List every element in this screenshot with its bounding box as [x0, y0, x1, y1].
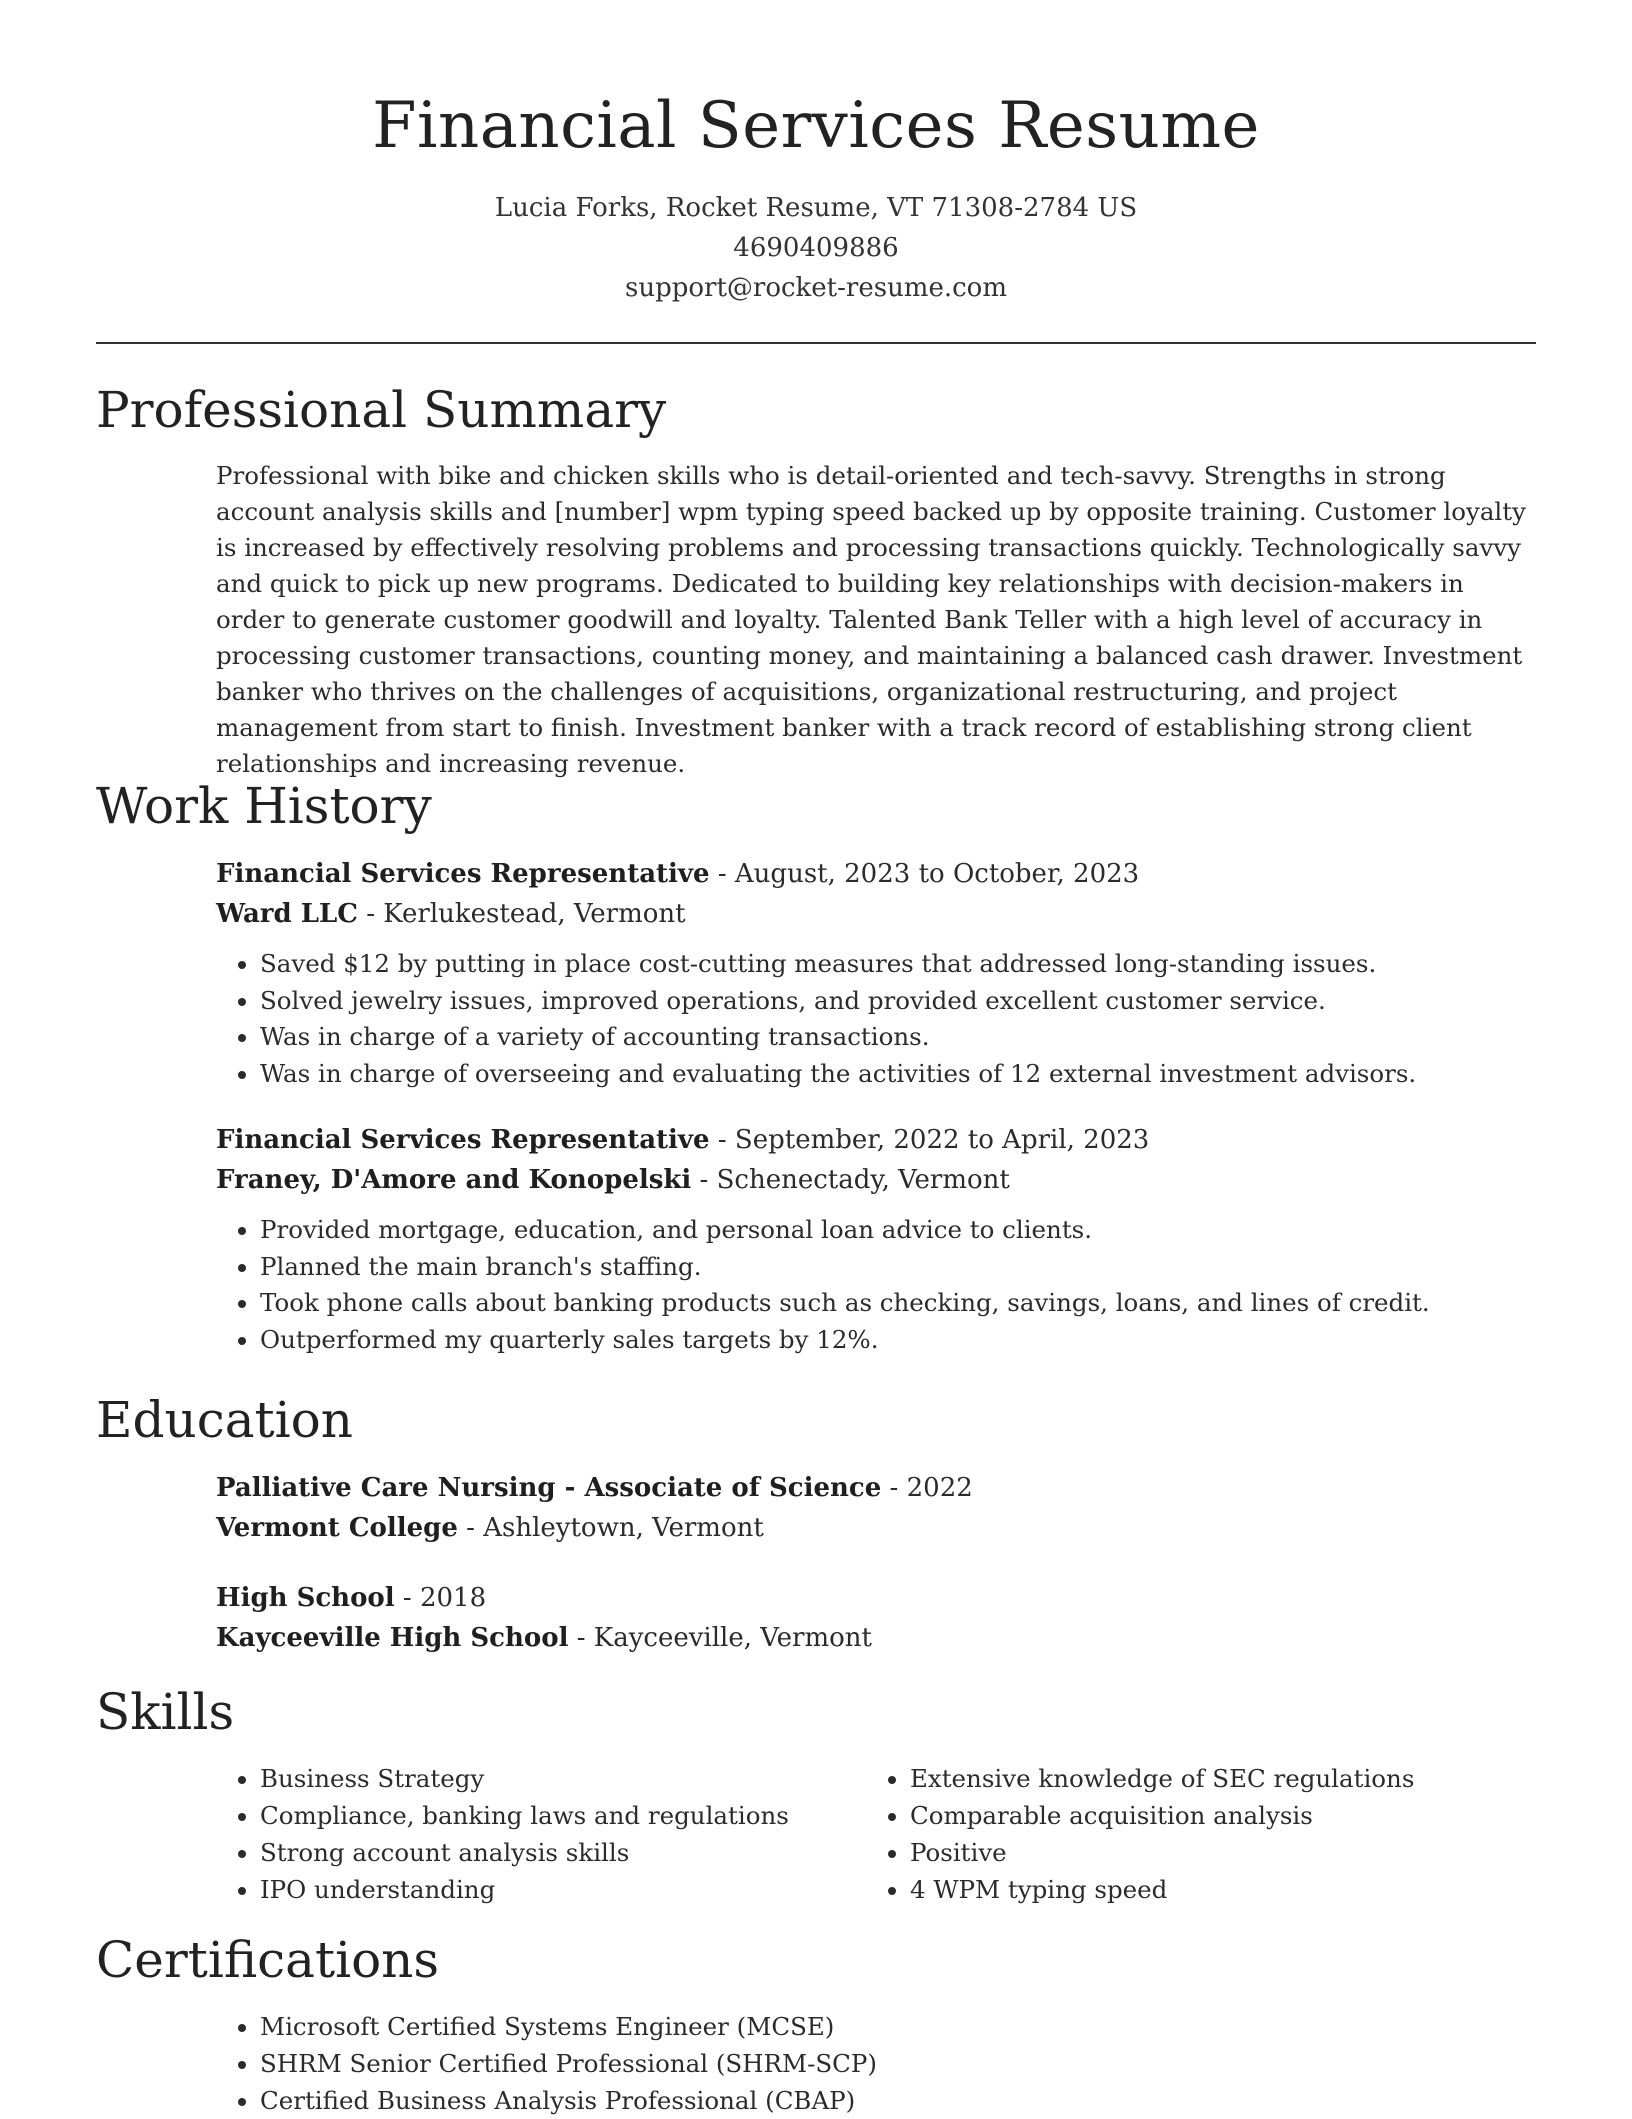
- contact-email: support@rocket-resume.com: [624, 273, 1007, 303]
- job-bullets: [216, 1212, 1536, 1358]
- education-school-line: [216, 1618, 1536, 1658]
- contact-phone: 4690409886: [733, 233, 899, 263]
- contact-address: Lucia Forks, Rocket Resume, VT 71308-2784 US: [494, 193, 1138, 223]
- job-company-line: [216, 894, 1536, 934]
- certification-item: • SHRM Senior Certified Professional (SHRM-SCP): [260, 2045, 1536, 2082]
- skill-item: • IPO understanding: [260, 1871, 866, 1908]
- work-history-section: [216, 854, 1536, 1358]
- education-section: [216, 1468, 1536, 1658]
- skill-item: • Strong account analysis skills: [260, 1834, 866, 1871]
- certifications-column: [216, 2008, 1536, 2119]
- skill-item: • Business Strategy: [260, 1760, 866, 1797]
- education-location: - Kayceeville, Vermont: [568, 1623, 872, 1653]
- education-entry: [216, 1468, 1536, 1548]
- skills-list-right: [866, 1760, 1516, 1908]
- job-location: - Kerlukestead, Vermont: [357, 899, 686, 929]
- summary-heading: Professional Summary: [96, 381, 667, 439]
- certification-item: • Certified Business Analysis Professional (CBAP): [260, 2082, 1536, 2119]
- skill-item: • Positive: [910, 1834, 1516, 1871]
- education-field-line: [216, 1468, 1536, 1508]
- job-company: Ward LLC: [216, 899, 358, 929]
- job-bullet: • Saved $12 by putting in place cost-cutting measures that addressed long-standing issues.: [260, 946, 1536, 983]
- resume-header: [0, 0, 1632, 308]
- job-bullets: [216, 946, 1536, 1092]
- education-field: Palliative Care Nursing - Associate of Science: [216, 1473, 882, 1503]
- education-school: Vermont College: [216, 1513, 458, 1543]
- job-title-line: [216, 854, 1536, 894]
- job-bullet: • Planned the main branch's staffing.: [260, 1249, 1536, 1286]
- certification-item: • Microsoft Certified Systems Engineer (MCSE): [260, 2008, 1536, 2045]
- education-location: - Ashleytown, Vermont: [457, 1513, 764, 1543]
- job-company: Franey, D'Amore and Konopelski: [216, 1165, 692, 1195]
- skills-section: [216, 1760, 1536, 1908]
- job-entry: [216, 854, 1536, 1092]
- education-entry: [216, 1578, 1536, 1658]
- job-bullet: • Was in charge of overseeing and evaluating the activities of 12 external investment advisors.: [260, 1056, 1536, 1093]
- education-year: - 2022: [881, 1473, 973, 1503]
- education-field-line: [216, 1578, 1536, 1618]
- skill-item: • 4 WPM typing speed: [910, 1871, 1516, 1908]
- education-heading: Education: [96, 1391, 353, 1449]
- skills-heading: Skills: [96, 1683, 235, 1741]
- job-title: Financial Services Representative: [216, 1125, 710, 1155]
- contact-block: [0, 188, 1632, 308]
- certifications-list: [216, 2008, 1536, 2119]
- header-divider: [96, 342, 1536, 344]
- summary-section: [216, 458, 1536, 782]
- job-bullet: • Outperformed my quarterly sales targets by 12%.: [260, 1322, 1536, 1359]
- work-history-heading: Work History: [96, 777, 432, 835]
- job-bullet: • Was in charge of a variety of accounting transactions.: [260, 1019, 1536, 1056]
- job-dates: - September, 2022 to April, 2023: [709, 1125, 1150, 1155]
- job-location: - Schenectady, Vermont: [691, 1165, 1010, 1195]
- job-bullet: • Provided mortgage, education, and personal loan advice to clients.: [260, 1212, 1536, 1249]
- job-company-line: [216, 1160, 1536, 1200]
- job-bullet: • Solved jewelry issues, improved operations, and provided excellent customer service.: [260, 983, 1536, 1020]
- skills-column-right: [866, 1760, 1516, 1908]
- skills-list-left: [216, 1760, 866, 1908]
- job-dates: - August, 2023 to October, 2023: [709, 859, 1140, 889]
- resume-title: Financial Services Resume: [372, 89, 1260, 163]
- certifications-section: [216, 2008, 1536, 2119]
- skill-item: • Extensive knowledge of SEC regulations: [910, 1760, 1516, 1797]
- certifications-heading: Certifications: [96, 1931, 440, 1989]
- education-field: High School: [216, 1583, 395, 1613]
- job-entry: [216, 1120, 1536, 1358]
- skills-column-left: [216, 1760, 866, 1908]
- education-school-line: [216, 1508, 1536, 1548]
- skill-item: • Comparable acquisition analysis: [910, 1797, 1516, 1834]
- job-title: Financial Services Representative: [216, 859, 710, 889]
- skills-grid: [216, 1760, 1536, 1908]
- summary-text: Professional with bike and chicken skills who is detail-oriented and tech-savvy. Strengths in strong account analysis skills and [number] wpm typing speed backed up by opposite training. Customer loyalty is increased by effectively resolving problems and processing transactions quickly. Technologically savvy and quick to pick up new programs. Dedicated to building key relationships with decision-makers in order to generate customer goodwill and loyalty. Talented Bank Teller with a high level of accuracy in processing customer transactions, counting money, and maintaining a balanced cash drawer. Investment banker who thrives on the challenges of acquisitions, organizational restructuring, and project management from start to finish. Investment banker with a track record of establishing strong client relationships and increasing revenue.: [216, 461, 1526, 778]
- job-bullet: • Took phone calls about banking products such as checking, savings, loans, and lines of credit.: [260, 1285, 1536, 1322]
- skill-item: • Compliance, banking laws and regulations: [260, 1797, 866, 1834]
- education-year: - 2018: [394, 1583, 487, 1613]
- job-title-line: [216, 1120, 1536, 1160]
- education-school: Kayceeville High School: [216, 1623, 569, 1653]
